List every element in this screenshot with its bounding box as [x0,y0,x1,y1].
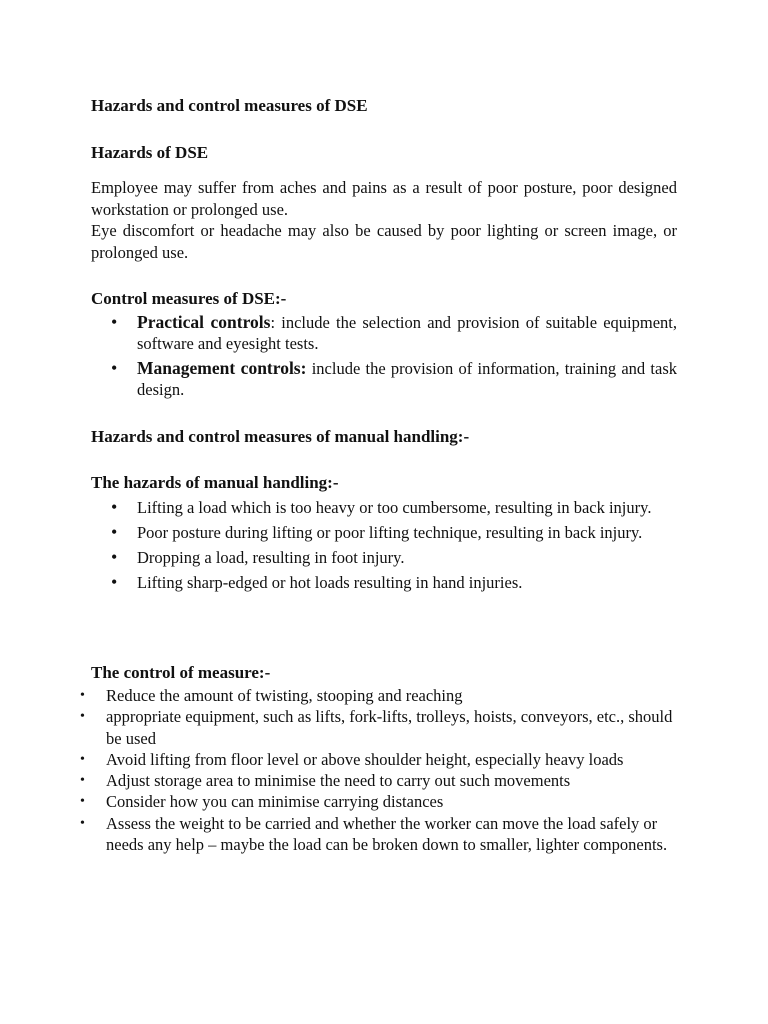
manual-handling-controls-list [80,685,685,855]
list-item: • Lifting sharp-edged or hot loads resulting in hand injuries. [111,572,677,593]
subheading-control-of-measure: The control of measure:- [91,663,271,682]
list-item [111,312,677,354]
list-item: • Avoid lifting from floor level or above shoulder height, especially heavy loads [80,749,685,770]
list-item: • appropriate equipment, such as lifts, fork-lifts, trolleys, hoists, conveyors, etc., should be used [80,706,685,749]
document-title: Hazards and control measures of DSE [91,96,368,115]
manual-handling-hazards-list [111,497,677,597]
section-heading-manual-handling: Hazards and control measures of manual handling:- [91,427,470,446]
section-heading-dse-controls: Control measures of DSE:- [91,289,287,308]
list-item: • Poor posture during lifting or poor lifting technique, resulting in back injury. [111,522,677,543]
list-item [111,358,677,400]
section-heading-dse-hazards: Hazards of DSE [91,143,209,162]
list-item-term: Practical controls [137,312,271,332]
subheading-manual-handling-hazards: The hazards of manual handling:- [91,473,339,492]
list-item-text: include the provision of information, training and task design. [137,359,677,399]
dse-hazards-paragraph-2: Eye discomfort or headache may also be caused by poor lighting or screen image, or prolonged use. [91,221,677,262]
list-item: • Lifting a load which is too heavy or too cumbersome, resulting in back injury. [111,497,677,518]
list-item-term: Management controls: [137,358,307,378]
dse-hazards-paragraph-1: Employee may suffer from aches and pains as a result of poor posture, poor designed workstation or prolonged use. [91,178,677,219]
list-item: • Assess the weight to be carried and whether the worker can move the load safely or needs any help – maybe the load can be broken down to smaller, lighter components. [80,813,685,856]
dse-controls-list [111,312,677,404]
list-item-text: include the selection and provision of suitable equipment, software and eyesight tests. [137,313,677,353]
list-item-separator: : [270,313,276,332]
list-item: • Dropping a load, resulting in foot injury. [111,547,677,568]
list-item: • Adjust storage area to minimise the need to carry out such movements [80,770,685,791]
list-item: • Reduce the amount of twisting, stooping and reaching [80,685,685,706]
list-item: • Consider how you can minimise carrying distances [80,791,685,812]
